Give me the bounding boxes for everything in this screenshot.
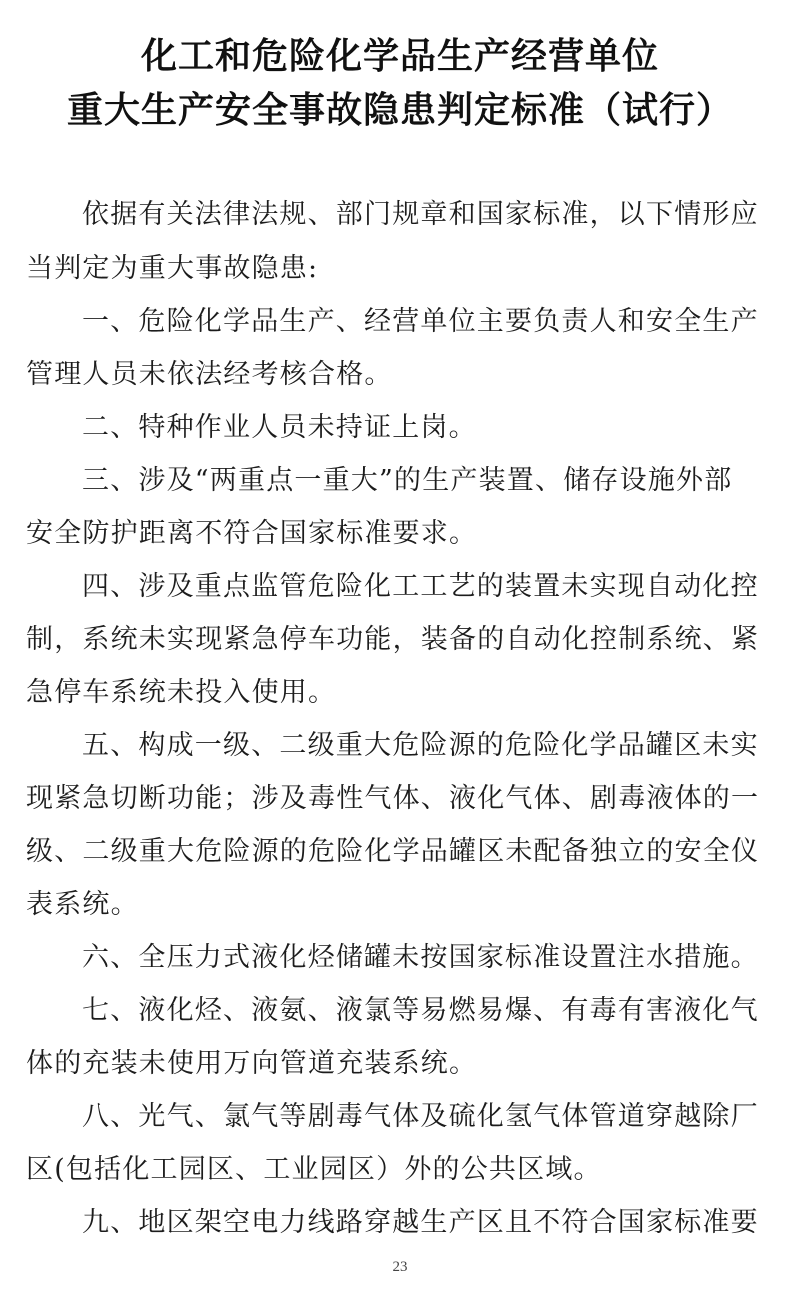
paragraph-line: 六、全压力式液化烃储罐未按国家标准设置注水措施。 — [82, 942, 759, 973]
paragraph-line: 依据有关法律法规、部门规章和国家标准，以下情形应 — [82, 199, 759, 230]
paragraph-line: 一、危险化学品生产、经营单位主要负责人和安全生产 — [82, 306, 759, 337]
paragraph-line: 七、液化烃、液氨、液氯等易燃易爆、有毒有害液化气 — [82, 995, 759, 1026]
paragraph-line: 五、构成一级、二级重大危险源的危险化学品罐区未实 — [82, 730, 759, 761]
paragraph-line: 表系统。 — [26, 889, 139, 920]
page-number: 23 — [392, 1259, 408, 1275]
paragraph-line: 四、涉及重点监管危险化工工艺的装置未实现自动化控 — [82, 571, 759, 602]
paragraph-line: 体的充装未使用万向管道充装系统。 — [26, 1048, 478, 1079]
document-title-line-2: 重大生产安全事故隐患判定标准（试行） — [66, 90, 733, 131]
paragraph-line: 三、涉及“两重点一重大”的生产装置、储存设施外部 — [82, 465, 733, 496]
paragraph-line: 二、特种作业人员未持证上岗。 — [82, 412, 477, 443]
paragraph-line: 安全防护距离不符合国家标准要求。 — [26, 518, 478, 549]
paragraph-line: 级、二级重大危险源的危险化学品罐区未配备独立的安全仪 — [26, 836, 760, 867]
paragraph-line: 现紧急切断功能；涉及毒性气体、液化气体、剧毒液体的一 — [26, 783, 760, 814]
paragraph-line: 当判定为重大事故隐患: — [26, 253, 319, 284]
paragraph-line: 九、地区架空电力线路穿越生产区且不符合国家标准要 — [82, 1207, 759, 1238]
paragraph-line: 制，系统未实现紧急停车功能，装备的自动化控制系统、紧 — [26, 624, 760, 655]
paragraph-line: 管理人员未依法经考核合格。 — [26, 359, 393, 390]
document-title-line-1: 化工和危险化学品生产经营单位 — [140, 36, 659, 77]
paragraph-line: 八、光气、氯气等剧毒气体及硫化氢气体管道穿越除厂 — [82, 1101, 759, 1132]
paragraph-line: 区(包括化工园区、工业园区）外的公共区域。 — [26, 1154, 602, 1185]
paragraph-line: 急停车系统未投入使用。 — [26, 677, 337, 708]
